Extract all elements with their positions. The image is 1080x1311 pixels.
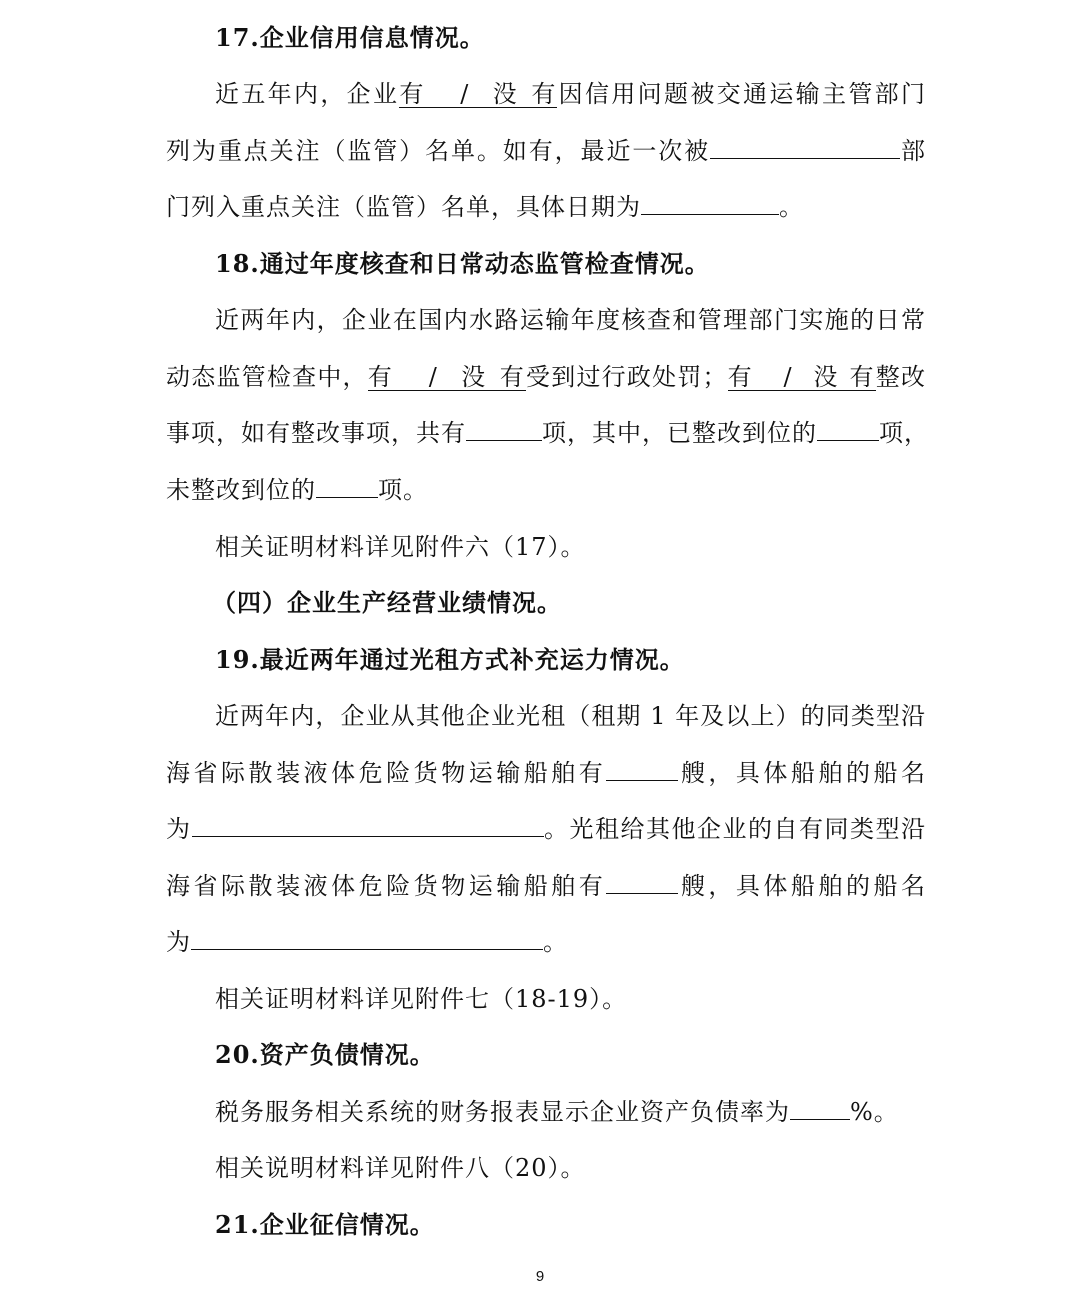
department-blank[interactable] [710, 131, 900, 159]
text: 艘，具体船舶的船名 [678, 872, 927, 900]
text: 税务服务相关系统的财务报表显示企业资产负债率为 [215, 1098, 790, 1126]
text: 部 [900, 137, 927, 165]
paragraph-17-line-3 [166, 187, 926, 227]
text: 。光租给其他企业的自有同类型沿 [543, 815, 926, 843]
paragraph-18-line-2 [166, 357, 926, 397]
option-has-or-not[interactable]: 有 / 没有 [399, 80, 558, 108]
text: 海省际散装液体危险货物运输船舶有 [166, 759, 607, 787]
ship-count-in-blank[interactable] [606, 753, 678, 781]
reference-annex-7: 相关证明材料详见附件七（18-19）。 [215, 985, 628, 1013]
paragraph-18-line-1: 近两年内，企业在国内水路运输年度核查和管理部门实施的日常 [215, 306, 926, 334]
ship-count-out-blank[interactable] [606, 866, 678, 894]
text: 艘，具体船舶的船名 [678, 759, 927, 787]
debt-ratio-blank[interactable] [790, 1092, 850, 1120]
section-4-heading: （四）企业生产经营业绩情况。 [212, 588, 562, 617]
text: 列为重点关注（监管）名单。如有，最近一次被 [166, 137, 711, 165]
paragraph-17-line-2 [166, 131, 926, 171]
text: 因信用问题被交通运输主管部门 [557, 80, 927, 108]
text: 未整改到位的 [166, 476, 316, 504]
paragraph-18-line-3 [166, 413, 929, 453]
paragraph-19-line-1: 近两年内，企业从其他企业光租（租期 1 年及以上）的同类型沿 [215, 702, 926, 730]
text: 项，其中，已整改到位的 [542, 419, 817, 447]
ship-names-out-blank[interactable] [191, 922, 543, 950]
paragraph-18-line-4 [166, 470, 926, 510]
paragraph-19-line-5 [166, 922, 926, 962]
date-blank[interactable] [641, 187, 779, 215]
option-has-or-not-penalty[interactable]: 有 / 没有 [367, 363, 526, 391]
text: 项。 [378, 476, 428, 504]
page-number: 9 [535, 1268, 545, 1285]
text: 海省际散装液体危险货物运输船舶有 [166, 872, 607, 900]
text: 门列入重点关注（监管）名单，具体日期为 [166, 193, 641, 221]
text: 为 [166, 815, 192, 843]
total-items-blank[interactable] [466, 413, 542, 441]
unrectified-items-blank[interactable] [316, 470, 378, 498]
text: 。 [543, 928, 568, 956]
text: 受到过行政处罚； [525, 363, 728, 391]
paragraph-19-line-3 [166, 809, 926, 849]
option-has-or-not-rectification[interactable]: 有 / 没有 [727, 363, 876, 391]
heading-20: 20.资产负债情况。 [215, 1040, 435, 1069]
text: 为 [166, 928, 191, 956]
paragraph-19-line-2 [166, 753, 926, 793]
rectified-items-blank[interactable] [817, 413, 879, 441]
heading-21: 21.企业征信情况。 [215, 1210, 435, 1239]
heading-19: 19.最近两年通过光租方式补充运力情况。 [215, 645, 685, 674]
text: 整改 [875, 363, 927, 391]
text: 项， [879, 419, 929, 447]
paragraph-17-line-1 [215, 74, 926, 114]
text: 动态监管检查中， [166, 363, 368, 391]
reference-annex-8: 相关说明材料详见附件八（20）。 [215, 1154, 586, 1182]
text: %。 [850, 1098, 899, 1126]
heading-18: 18.通过年度核查和日常动态监管检查情况。 [215, 249, 710, 278]
paragraph-19-line-4 [166, 866, 926, 906]
paragraph-20 [215, 1092, 926, 1132]
text: 事项，如有整改事项，共有 [166, 419, 466, 447]
text: 近五年内，企业 [215, 80, 400, 108]
text: 。 [779, 193, 804, 221]
heading-17: 17.企业信用信息情况。 [215, 23, 485, 52]
reference-annex-6: 相关证明材料详见附件六（17）。 [215, 533, 586, 561]
ship-names-in-blank[interactable] [192, 809, 544, 837]
